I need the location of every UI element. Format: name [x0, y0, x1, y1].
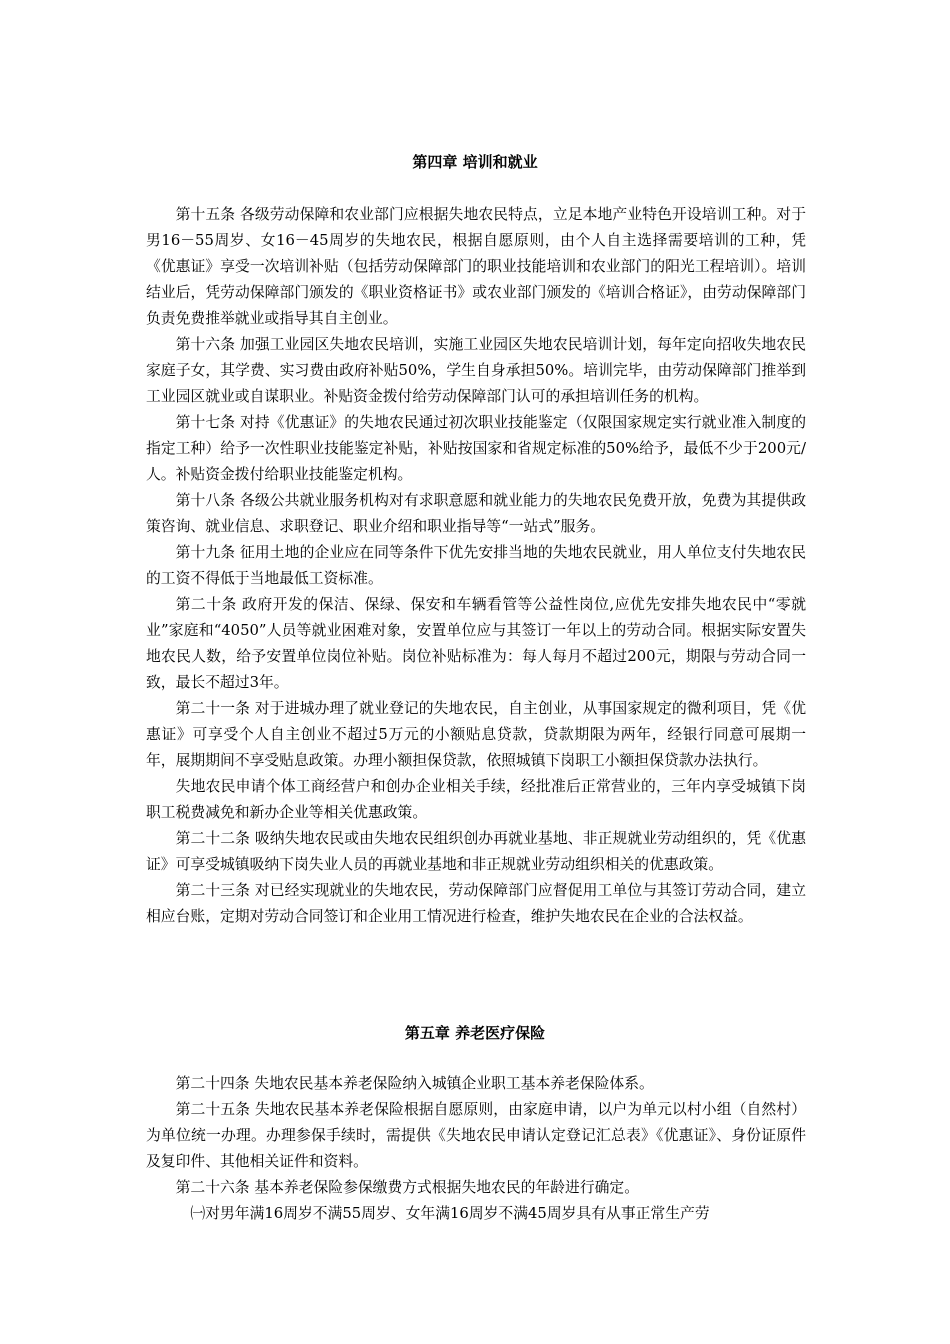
- chapter-5-title: 第五章 养老医疗保险: [404, 1024, 546, 1042]
- article-18: 第十八条 各级公共就业服务机构对有求职意愿和就业能力的失地农民免费开放，免费为其提供政策咨询、就业信息、求职登记、职业介绍和职业指导等“一站式”服务。: [146, 492, 806, 535]
- article-21: 第二十一条 对于进城办理了就业登记的失地农民，自主创业，从事国家规定的微利项目，凭《优惠证》可享受个人自主创业不超过5万元的小额贴息贷款，贷款期限为两年，经银行同意可展期一年，展期期间不享受贴息政策。办理小额担保贷款，依照城镇下岗职工小额担保贷款办法执行。: [146, 700, 806, 769]
- article-26: 第二十六条 基本养老保险参保缴费方式根据失地农民的年龄进行确定。: [175, 1179, 640, 1196]
- article-25: 第二十五条 失地农民基本养老保险根据自愿原则，由家庭申请，以户为单元以村小组（自然村）为单位统一办理。办理参保手续时，需提供《失地农民申请认定登记汇总表》《优惠证》、身份证原件及复印件、其他相关证件和资料。: [146, 1101, 806, 1170]
- article-22: 第二十二条 吸纳失地农民或由失地农民组织创办再就业基地、非正规就业劳动组织的，凭《优惠证》可享受城镇吸纳下岗失业人员的再就业基地和非正规就业劳动组织相关的优惠政策。: [146, 830, 806, 873]
- article-20: 第二十条 政府开发的保洁、保绿、保安和车辆看管等公益性岗位,应优先安排失地农民中“零就业”家庭和“4050”人员等就业困难对象，安置单位应与其签订一年以上的劳动合同。根据实际安置失地农民人数，给予安置单位岗位补贴。岗位补贴标准为：每人每月不超过200元，期限与劳动合同一致，最长不超过3年。: [146, 596, 806, 691]
- article-21-supplement: 失地农民申请个体工商经营户和创办企业相关手续，经批准后正常营业的，三年内享受城镇下岗职工税费减免和新办企业等相关优惠政策。: [146, 778, 806, 821]
- article-19: 第十九条 征用土地的企业应在同等条件下优先安排当地的失地农民就业，用人单位支付失地农民的工资不得低于当地最低工资标准。: [146, 544, 806, 587]
- chapter-4-body: [146, 202, 806, 930]
- article-26-item-1: ㈠对男年满16周岁不满55周岁、女年满16周岁不满45周岁具有从事正常生产劳: [190, 1205, 710, 1222]
- chapter-4-title: 第四章 培训和就业: [412, 153, 538, 171]
- article-17: 第十七条 对持《优惠证》的失地农民通过初次职业技能鉴定（仅限国家规定实行就业准入制度的指定工种）给予一次性职业技能鉴定补贴，补贴按国家和省规定标准的50%给予，最低不少于200元/人。补贴资金拨付给职业技能鉴定机构。: [146, 414, 806, 483]
- article-15: 第十五条 各级劳动保障和农业部门应根据失地农民特点，立足本地产业特色开设培训工种。对于男16－55周岁、女16－45周岁的失地农民，根据自愿原则，由个人自主选择需要培训的工种，凭《优惠证》享受一次培训补贴（包括劳动保障部门的职业技能培训和农业部门的阳光工程培训）。培训结业后，凭劳动保障部门颁发的《职业资格证书》或农业部门颁发的《培训合格证》，由劳动保障部门负责免费推举就业或指导其自主创业。: [146, 206, 806, 327]
- chapter-5-body: [146, 1071, 806, 1227]
- article-16: 第十六条 加强工业园区失地农民培训，实施工业园区失地农民培训计划，每年定向招收失地农民家庭子女，其学费、实习费由政府补贴50%，学生自身承担50%。培训完毕，由劳动保障部门推举到工业园区就业或自谋职业。补贴资金拨付给劳动保障部门认可的承担培训任务的机构。: [146, 336, 806, 405]
- article-24: 第二十四条 失地农民基本养老保险纳入城镇企业职工基本养老保险体系。: [175, 1075, 654, 1092]
- article-23: 第二十三条 对已经实现就业的失地农民，劳动保障部门应督促用工单位与其签订劳动合同，建立相应台账，定期对劳动合同签订和企业用工情况进行检查，维护失地农民在企业的合法权益。: [146, 882, 806, 925]
